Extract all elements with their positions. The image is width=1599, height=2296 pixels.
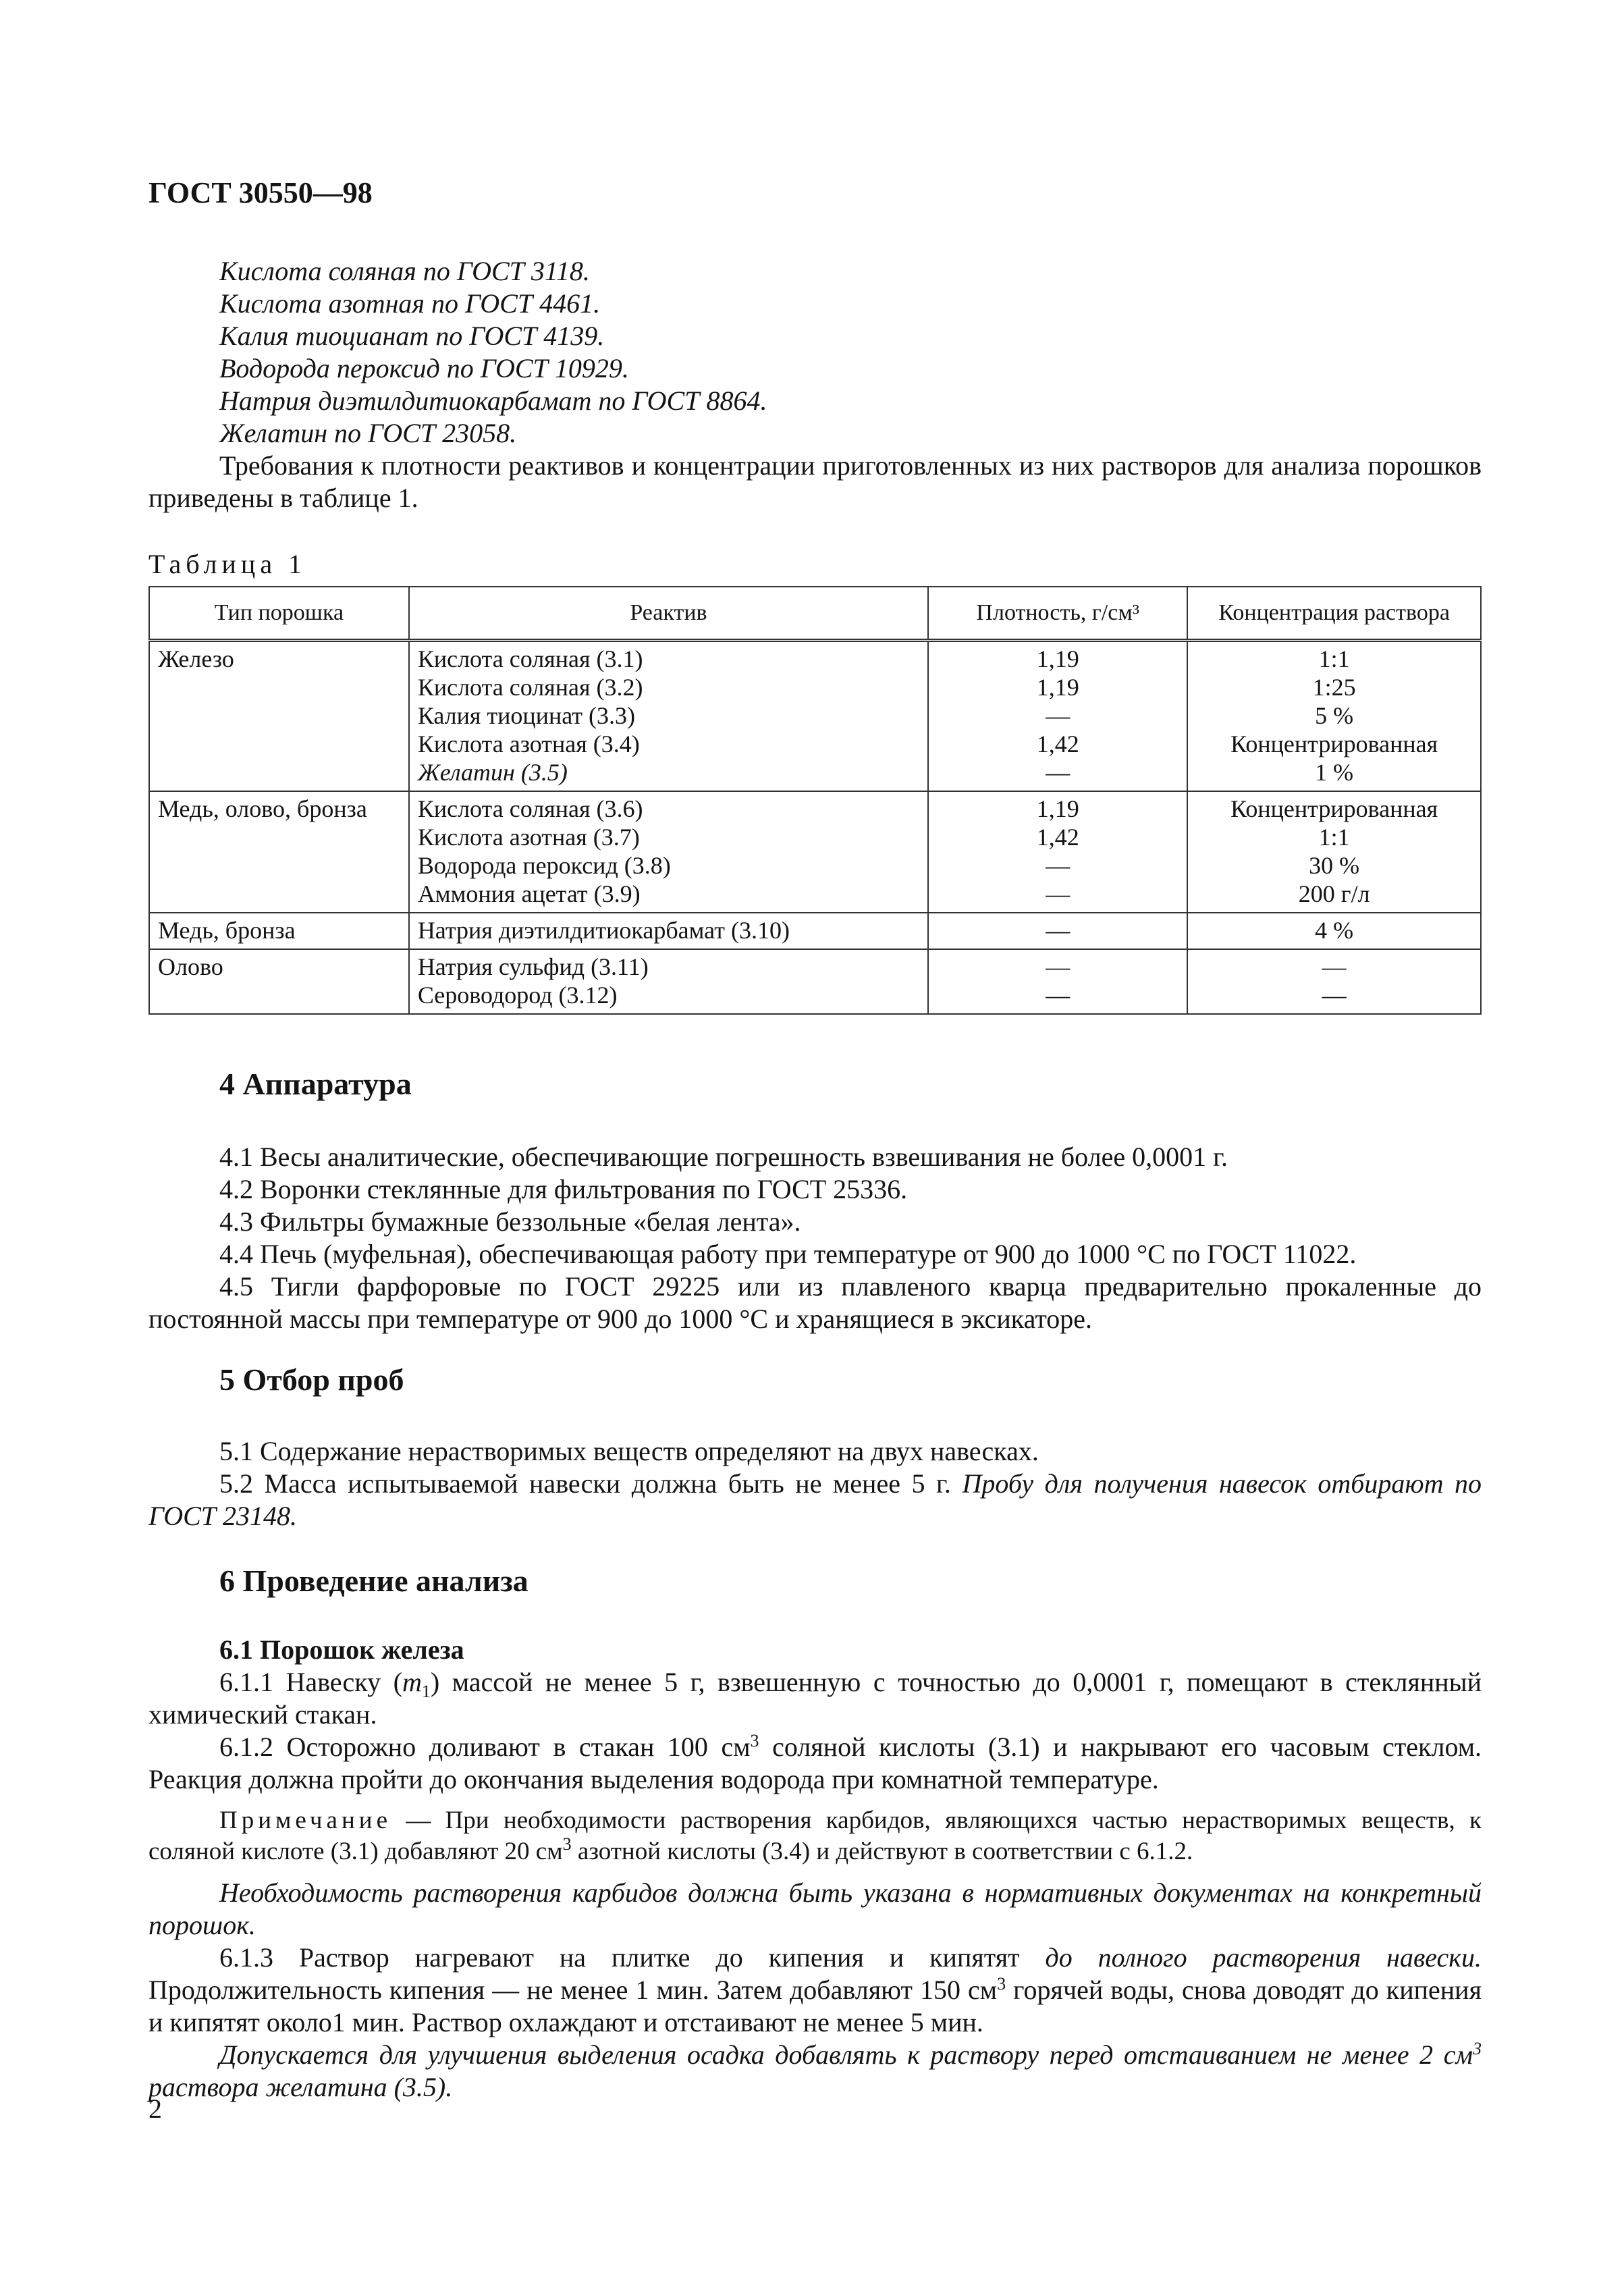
- sampling-text-italic: Пробу для получения навесок отбирают по ГОСТ 23148.: [148, 1468, 1482, 1531]
- concentration-value: 1:1: [1318, 824, 1350, 851]
- sampling-text: 5.2 Масса испытываемой навески должна быть не менее 5 г.: [219, 1468, 951, 1499]
- concentration-value: 30 %: [1309, 852, 1360, 879]
- subsection-heading: 6.1 Порошок железа: [219, 1634, 464, 1665]
- step-paragraph: [148, 1942, 1482, 2039]
- reagent-name: Водорода пероксид (3.8): [417, 852, 671, 879]
- powder-type-cell: [149, 949, 409, 1014]
- reagent-name: Кислота соляная (3.1): [417, 645, 643, 672]
- density-value: —: [1046, 982, 1070, 1009]
- italic-paragraph: Необходимость растворения карбидов должна быть указана в нормативных документах на конкретный порошок.: [148, 1877, 1482, 1940]
- powder-type-cell: [149, 791, 409, 913]
- concentration-value: 1:25: [1312, 674, 1356, 701]
- note-text: — При необходимости растворения карбидов, являющихся частью нерастворимых веществ, к соляной кислоте (3.1) добавляют 20 см: [148, 1807, 1482, 1865]
- reagent-name: Желатин (3.5): [417, 759, 568, 786]
- apparatus-item: 4.3 Фильтры бумажные беззольные «белая лента».: [219, 1206, 801, 1237]
- apparatus-item: 4.1 Весы аналитические, обеспечивающие погрешность взвешивания не более 0,0001 г.: [219, 1142, 1228, 1172]
- reagent-cell: [409, 949, 928, 1014]
- table-row: [149, 949, 1481, 1014]
- density-value: 1,19: [1036, 674, 1079, 701]
- section-4-heading: 4 Аппаратура: [219, 1067, 412, 1101]
- concentration-value: Концентрированная: [1230, 730, 1438, 757]
- section-5-heading: 5 Отбор проб: [219, 1362, 404, 1397]
- density-cell: [928, 791, 1187, 913]
- step-text: соляной кислоты (3.1) и накрывают его часовым стеклом. Реакция должна пройти до окончания выделения водорода при комнатной температуре.: [148, 1732, 1482, 1794]
- powder-type: Медь, бронза: [158, 917, 296, 944]
- italic-superscript: 3: [1473, 2039, 1482, 2058]
- italic-text: раствора желатина (3.5).: [148, 2072, 453, 2102]
- reagent-line: Кислота соляная по ГОСТ 3118.: [219, 256, 590, 286]
- step-text: 6.1.2 Осторожно доливают в стакан 100 см: [219, 1732, 751, 1762]
- table-row: [149, 791, 1481, 913]
- density-value: 1,19: [1036, 795, 1079, 822]
- density-value: —: [1046, 759, 1070, 786]
- concentration-value: Концентрированная: [1230, 795, 1438, 822]
- density-value: 1,19: [1036, 645, 1079, 672]
- concentration-value: —: [1322, 982, 1347, 1009]
- powder-type: Железо: [158, 645, 234, 672]
- note-superscript: 3: [562, 1834, 572, 1854]
- concentration-cell: [1187, 641, 1481, 792]
- section-5-text: [148, 1435, 1482, 1532]
- reagent-line: Калия тиоцианат по ГОСТ 4139.: [219, 321, 605, 351]
- powder-type-cell: [149, 641, 409, 792]
- concentration-cell: [1187, 913, 1481, 949]
- reagent-cell: [409, 913, 928, 949]
- density-value: —: [1046, 702, 1070, 729]
- density-cell: [928, 913, 1187, 949]
- note-paragraph: [148, 1805, 1482, 1867]
- apparatus-item: 4.4 Печь (муфельная), обеспечивающая работу при температуре от 900 до 1000 °С по ГОСТ 11022.: [219, 1239, 1357, 1269]
- sampling-item: 5.1 Содержание нерастворимых веществ определяют на двух навесках.: [219, 1436, 1039, 1466]
- step-text: горячей воды, снова доводят до кипения и кипятят около1 мин. Раствор охлаждают и отстаивают не менее 5 мин.: [148, 1975, 1482, 2037]
- step-text-italic: до полного растворения навески.: [1045, 1942, 1482, 1973]
- concentration-value: 1 %: [1315, 759, 1354, 786]
- reagent-name: Сероводород (3.12): [417, 982, 618, 1009]
- density-value: —: [1046, 917, 1070, 944]
- reagent-line: Натрия диэтилдитиокарбамат по ГОСТ 8864.: [219, 385, 767, 416]
- reagent-list: [219, 255, 1482, 450]
- page-number: 2: [148, 2093, 162, 2124]
- powder-type: Медь, олово, бронза: [158, 795, 367, 822]
- density-value: 1,42: [1036, 730, 1079, 757]
- step-text: 6.1.1 Навеску (: [219, 1667, 402, 1697]
- step-text: ) массой не менее 5 г, взвешенную с точностью до 0,0001 г, помещают в стеклянный химический стакан.: [148, 1667, 1482, 1730]
- requirements-paragraph: Требования к плотности реактивов и концентрации приготовленных из них растворов для анализа порошков приведены в таблице 1.: [148, 450, 1482, 513]
- sampling-item: [148, 1468, 1482, 1532]
- concentration-value: 5 %: [1315, 702, 1354, 729]
- italic-paragraph: [148, 2039, 1482, 2104]
- document-page: [148, 0, 1482, 2296]
- step-superscript: 3: [997, 1974, 1006, 1994]
- header-cell: Концентрация раствора: [1187, 587, 1481, 641]
- table-row: [149, 641, 1481, 792]
- reagent-cell: [409, 641, 928, 792]
- powder-type: Олово: [158, 953, 223, 980]
- reagent-name: Кислота азотная (3.4): [417, 730, 640, 757]
- step-subscript: 1: [421, 1682, 431, 1701]
- apparatus-item: 4.2 Воронки стеклянные для фильтрования по ГОСТ 25336.: [219, 1174, 908, 1204]
- reagent-name: Натрия диэтилдитиокарбамат (3.10): [417, 917, 790, 944]
- section-6-text: [148, 1634, 1482, 2104]
- reagent-line: Кислота азотная по ГОСТ 4461.: [219, 288, 601, 319]
- density-value: —: [1046, 880, 1070, 907]
- header-cell: Тип порошка: [149, 587, 409, 641]
- note-text: азотной кислоты (3.4) и действуют в соответствии с 6.1.2.: [571, 1838, 1193, 1865]
- density-value: —: [1046, 953, 1070, 980]
- section-4-list: [148, 1141, 1482, 1335]
- step-paragraph: [148, 1731, 1482, 1796]
- apparatus-item: 4.5 Тигли фарфоровые по ГОСТ 29225 или из плавленого кварца предварительно прокаленные до постоянной массы при температуре от 900 до 1000 °С и хранящиеся в эксикаторе.: [148, 1271, 1482, 1334]
- reagent-line: Желатин по ГОСТ 23058.: [219, 418, 517, 448]
- document-header: ГОСТ 30550—98: [148, 176, 373, 209]
- table-caption: Таблица 1: [148, 549, 307, 579]
- reagent-name: Кислота азотная (3.7): [417, 824, 640, 851]
- powder-type-cell: [149, 913, 409, 949]
- density-cell: [928, 949, 1187, 1014]
- reagent-line: Водорода пероксид по ГОСТ 10929.: [219, 353, 629, 383]
- table-row: [149, 913, 1481, 949]
- concentration-cell: [1187, 791, 1481, 913]
- italic-text: Допускается для улучшения выделения осадка добавлять к раствору перед отстаиванием не менее 2 см: [219, 2039, 1473, 2070]
- header-cell: Плотность, г/см³: [928, 587, 1187, 641]
- reagents-table: [148, 586, 1482, 1015]
- step-variable: m: [402, 1667, 422, 1697]
- header-cell: Реактив: [409, 587, 928, 641]
- density-value: 1,42: [1036, 824, 1079, 851]
- step-paragraph: [148, 1666, 1482, 1731]
- step-text: 6.1.3 Раствор нагревают на плитке до кипения и кипятят: [219, 1942, 1046, 1973]
- concentration-value: —: [1322, 953, 1347, 980]
- reagent-name: Кислота соляная (3.2): [417, 674, 643, 701]
- concentration-value: 1:1: [1318, 645, 1350, 672]
- reagent-cell: [409, 791, 928, 913]
- reagent-name: Натрия сульфид (3.11): [417, 953, 649, 980]
- note-label: Примечание: [219, 1807, 391, 1834]
- density-cell: [928, 641, 1187, 792]
- concentration-value: 200 г/л: [1298, 880, 1370, 907]
- step-text: Продолжительность кипения — не менее 1 мин. Затем добавляют 150 см: [148, 1975, 998, 2005]
- table-header-row: [149, 587, 1481, 641]
- reagent-name: Аммония ацетат (3.9): [417, 880, 641, 907]
- reagent-name: Калия тиоцинат (3.3): [417, 702, 635, 729]
- step-superscript: 3: [750, 1731, 759, 1751]
- density-value: —: [1046, 852, 1070, 879]
- reagent-name: Кислота соляная (3.6): [417, 795, 643, 822]
- section-6-heading: 6 Проведение анализа: [219, 1564, 529, 1598]
- concentration-cell: [1187, 949, 1481, 1014]
- concentration-value: 4 %: [1315, 917, 1354, 944]
